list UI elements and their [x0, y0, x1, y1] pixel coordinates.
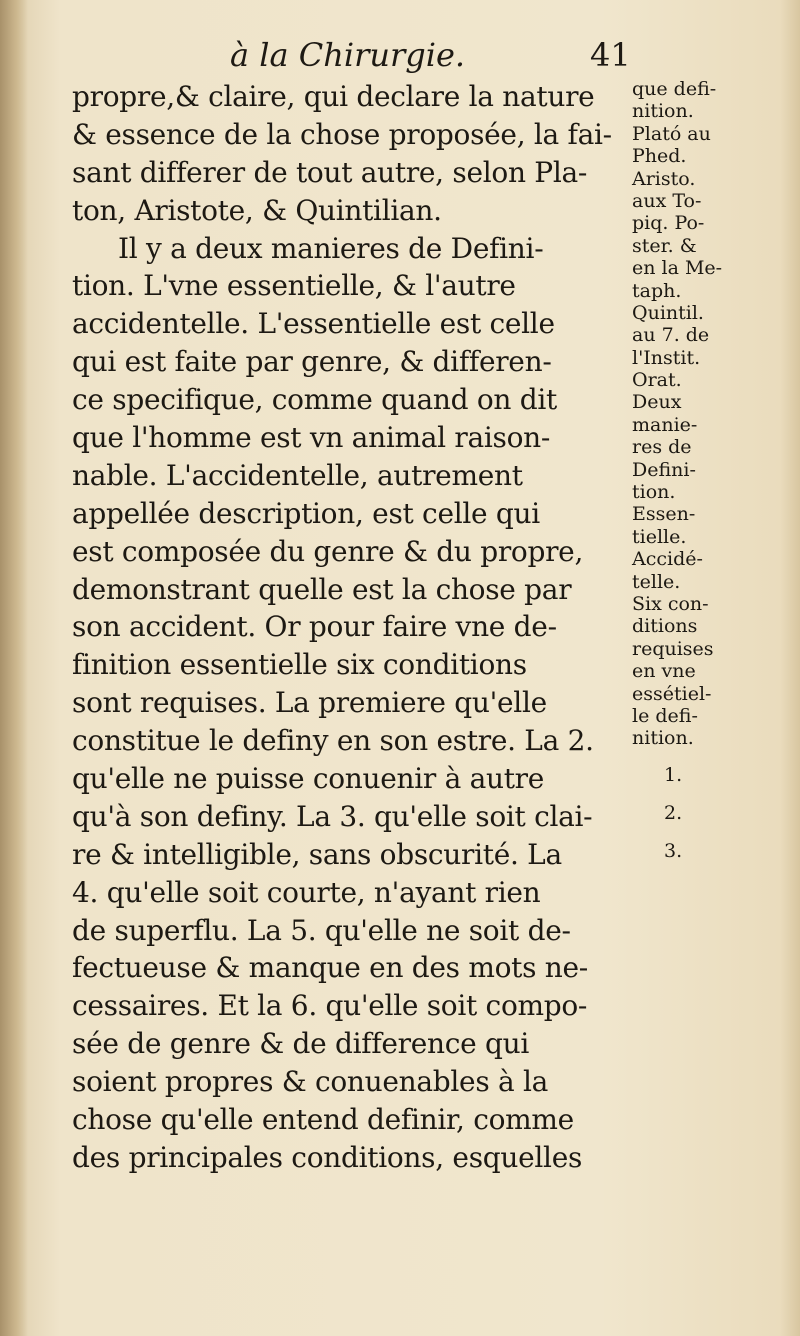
text-line: 4. qu'elle soit courte, n'ayant rien: [72, 875, 541, 909]
text-line: de superflu. La 5. qu'elle ne soit de-: [72, 913, 571, 947]
text-line: Il y a deux manieres de Defini-: [118, 231, 544, 265]
text-line: sée de genre & de difference qui: [72, 1027, 530, 1061]
margin-note: nition.: [632, 727, 694, 750]
text-line: cessaires. Et la 6. qu'elle soit compo-: [72, 989, 588, 1023]
margin-notes: [632, 78, 792, 870]
margin-note: ster. &: [632, 234, 697, 257]
margin-note: manie-: [632, 413, 698, 436]
text-line: ce specifique, comme quand on dit: [72, 383, 557, 417]
margin-note: Phed.: [632, 145, 687, 168]
margin-note: tion.: [632, 481, 676, 504]
text-line: tion. L'vne essentielle, & l'autre: [72, 269, 516, 303]
text-line: qu'elle ne puisse conuenir à autre: [72, 762, 545, 796]
text-line: soient propres & conuenables à la: [72, 1065, 549, 1099]
text-line: des principales conditions, esquelles: [72, 1140, 583, 1174]
margin-note: essétiel-: [632, 682, 712, 705]
margin-note: ditions: [632, 615, 698, 638]
margin-note: Essen-: [632, 503, 696, 526]
margin-note: aux To-: [632, 189, 702, 212]
margin-note: Deux: [632, 391, 682, 414]
page-binding-shadow: [0, 0, 28, 1336]
text-line: accidentelle. L'essentielle est celle: [72, 307, 555, 341]
margin-note: nition.: [632, 100, 694, 123]
margin-note: que defi-: [632, 78, 717, 100]
running-head: à la Chirurgie.: [230, 36, 466, 74]
margin-number: 3.: [664, 839, 683, 862]
margin-note: requises: [632, 637, 714, 660]
text-line: qui est faite par genre, & differen-: [72, 345, 552, 379]
text-line: ton, Aristote, & Quintilian.: [72, 193, 442, 227]
margin-note: telle.: [632, 570, 681, 593]
text-line: sont requises. La premiere qu'elle: [72, 686, 547, 720]
margin-note: l'Instit.: [632, 346, 701, 369]
margin-note: Quintil.: [632, 301, 704, 324]
margin-note: Defini-: [632, 458, 696, 481]
margin-note: en la Me-: [632, 257, 723, 280]
text-line: finition essentielle six conditions: [72, 648, 527, 682]
text-line: qu'à son definy. La 3. qu'elle soit clai-: [72, 799, 593, 833]
text-line: chose qu'elle entend definir, comme: [72, 1103, 574, 1137]
text-line: appellée description, est celle qui: [72, 496, 540, 530]
margin-note: taph.: [632, 279, 682, 302]
margin-note: en vne: [632, 660, 696, 683]
margin-note: res de: [632, 436, 692, 459]
text-line: propre,& claire, qui declare la nature: [72, 80, 595, 113]
text-line: son accident. Or pour faire vne de-: [72, 610, 557, 644]
margin-note: au 7. de: [632, 324, 710, 347]
page-number: 41: [590, 36, 631, 74]
text-line: constitue le definy en son estre. La 2.: [72, 724, 594, 758]
text-line: est composée du genre & du propre,: [72, 534, 584, 568]
margin-number: 2.: [664, 801, 683, 824]
text-line: sant differer de tout autre, selon Pla-: [72, 155, 588, 189]
margin-note: tielle.: [632, 525, 687, 548]
margin-number: 1.: [664, 763, 683, 786]
text-line: re & intelligible, sans obscurité. La: [72, 837, 562, 871]
text-line: que l'homme est vn animal raison-: [72, 421, 551, 455]
margin-note: Six con-: [632, 592, 709, 615]
margin-note: Plató au: [632, 122, 711, 145]
text-line: demonstrant quelle est la chose par: [72, 572, 572, 606]
margin-note: piq. Po-: [632, 212, 705, 235]
margin-note: le defi-: [632, 704, 698, 727]
text-line: & essence de la chose proposée, la fai-: [72, 117, 612, 151]
text-line: nable. L'accidentelle, autrement: [72, 458, 523, 492]
margin-note: Accidé-: [632, 548, 703, 571]
margin-note: Orat.: [632, 369, 682, 392]
body-text: [72, 78, 632, 1177]
text-line: fectueuse & manque en des mots ne-: [72, 951, 588, 985]
margin-note: Aristo.: [632, 167, 696, 190]
